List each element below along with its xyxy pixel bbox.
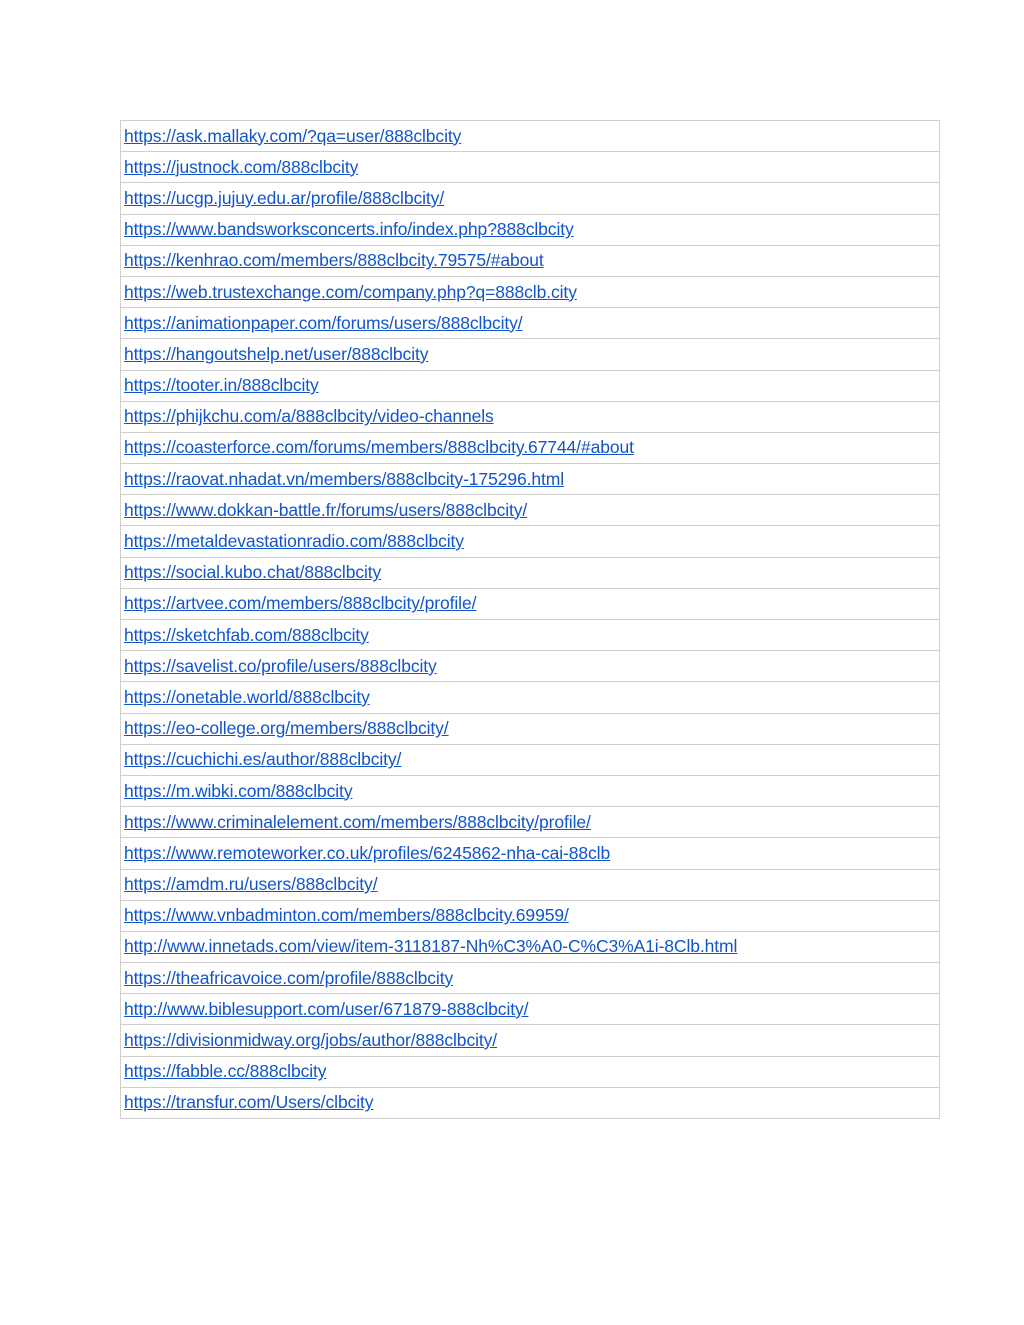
table-cell	[121, 994, 940, 1025]
table-cell	[121, 557, 940, 588]
table-cell	[121, 682, 940, 713]
table-row	[121, 838, 940, 869]
profile-link[interactable]: https://savelist.co/profile/users/888clbcity	[124, 655, 437, 676]
table-row	[121, 775, 940, 806]
table-row	[121, 121, 940, 152]
table-row	[121, 744, 940, 775]
table-row	[121, 963, 940, 994]
table-cell	[121, 620, 940, 651]
table-cell	[121, 651, 940, 682]
table-cell	[121, 121, 940, 152]
table-row	[121, 931, 940, 962]
table-cell	[121, 869, 940, 900]
profile-link[interactable]: https://onetable.world/888clbcity	[124, 686, 370, 707]
table-cell	[121, 775, 940, 806]
table-row	[121, 339, 940, 370]
table-cell	[121, 963, 940, 994]
table-cell	[121, 526, 940, 557]
profile-link[interactable]: https://phijkchu.com/a/888clbcity/video-channels	[124, 406, 494, 427]
table-cell	[121, 370, 940, 401]
table-cell	[121, 1087, 940, 1118]
profile-link[interactable]: http://www.biblesupport.com/user/671879-888clbcity/	[124, 998, 529, 1019]
profile-link[interactable]: http://www.innetads.com/view/item-3118187-Nh%C3%A0-C%C3%A1i-8Clb.html	[124, 936, 738, 957]
table-row	[121, 682, 940, 713]
table-cell	[121, 900, 940, 931]
profile-link[interactable]: https://sketchfab.com/888clbcity	[124, 624, 369, 645]
profile-link[interactable]: https://web.trustexchange.com/company.php?q=888clb.city	[124, 281, 577, 302]
table-row	[121, 807, 940, 838]
table-cell	[121, 183, 940, 214]
profile-link[interactable]: https://amdm.ru/users/888clbcity/	[124, 874, 378, 895]
profile-link[interactable]: https://transfur.com/Users/clbcity	[124, 1092, 374, 1113]
table-cell	[121, 401, 940, 432]
profile-link[interactable]: https://fabble.cc/888clbcity	[124, 1061, 327, 1082]
table-cell	[121, 464, 940, 495]
table-row	[121, 495, 940, 526]
link-table	[120, 120, 940, 1119]
profile-link[interactable]: https://www.criminalelement.com/members/888clbcity/profile/	[124, 811, 591, 832]
profile-link[interactable]: https://www.vnbadminton.com/members/888clbcity.69959/	[124, 905, 569, 926]
table-row	[121, 308, 940, 339]
table-cell	[121, 152, 940, 183]
table-row	[121, 1025, 940, 1056]
table-row	[121, 464, 940, 495]
table-row	[121, 1087, 940, 1118]
profile-link[interactable]: https://social.kubo.chat/888clbcity	[124, 562, 382, 583]
table-row	[121, 183, 940, 214]
table-cell	[121, 1056, 940, 1087]
table-row	[121, 432, 940, 463]
table-row	[121, 152, 940, 183]
profile-link[interactable]: https://kenhrao.com/members/888clbcity.79575/#about	[124, 250, 544, 271]
table-cell	[121, 744, 940, 775]
table-row	[121, 588, 940, 619]
table-cell	[121, 931, 940, 962]
profile-link[interactable]: https://www.remoteworker.co.uk/profiles/6245862-nha-cai-88clb	[124, 842, 611, 863]
table-cell	[121, 838, 940, 869]
link-table-body	[121, 121, 940, 1119]
table-row	[121, 994, 940, 1025]
table-cell	[121, 713, 940, 744]
table-row	[121, 276, 940, 307]
profile-link[interactable]: https://coasterforce.com/forums/members/888clbcity.67744/#about	[124, 437, 634, 458]
profile-link[interactable]: https://animationpaper.com/forums/users/888clbcity/	[124, 312, 523, 333]
profile-link[interactable]: https://hangoutshelp.net/user/888clbcity	[124, 343, 429, 364]
table-cell	[121, 276, 940, 307]
table-row	[121, 713, 940, 744]
table-cell	[121, 339, 940, 370]
profile-link[interactable]: https://divisionmidway.org/jobs/author/888clbcity/	[124, 1030, 498, 1051]
table-row	[121, 900, 940, 931]
profile-link[interactable]: https://cuchichi.es/author/888clbcity/	[124, 749, 402, 770]
table-row	[121, 1056, 940, 1087]
table-row	[121, 370, 940, 401]
profile-link[interactable]: https://eo-college.org/members/888clbcity/	[124, 718, 449, 739]
table-cell	[121, 308, 940, 339]
table-row	[121, 401, 940, 432]
table-row	[121, 245, 940, 276]
table-cell	[121, 214, 940, 245]
profile-link[interactable]: https://www.dokkan-battle.fr/forums/users/888clbcity/	[124, 499, 528, 520]
table-cell	[121, 588, 940, 619]
profile-link[interactable]: https://justnock.com/888clbcity	[124, 156, 359, 177]
profile-link[interactable]: https://www.bandsworksconcerts.info/index.php?888clbcity	[124, 219, 574, 240]
profile-link[interactable]: https://theafricavoice.com/profile/888clbcity	[124, 967, 454, 988]
profile-link[interactable]: https://m.wibki.com/888clbcity	[124, 780, 353, 801]
table-row	[121, 620, 940, 651]
profile-link[interactable]: https://ucgp.jujuy.edu.ar/profile/888clbcity/	[124, 187, 445, 208]
table-cell	[121, 807, 940, 838]
profile-link[interactable]: https://artvee.com/members/888clbcity/profile/	[124, 593, 477, 614]
table-cell	[121, 432, 940, 463]
table-row	[121, 526, 940, 557]
table-row	[121, 651, 940, 682]
profile-link[interactable]: https://raovat.nhadat.vn/members/888clbcity-175296.html	[124, 468, 565, 489]
table-row	[121, 869, 940, 900]
profile-link[interactable]: https://tooter.in/888clbcity	[124, 375, 319, 396]
table-cell	[121, 245, 940, 276]
profile-link[interactable]: https://ask.mallaky.com/?qa=user/888clbcity	[124, 125, 462, 146]
profile-link[interactable]: https://metaldevastationradio.com/888clbcity	[124, 531, 464, 552]
table-row	[121, 557, 940, 588]
table-row	[121, 214, 940, 245]
table-cell	[121, 495, 940, 526]
table-cell	[121, 1025, 940, 1056]
